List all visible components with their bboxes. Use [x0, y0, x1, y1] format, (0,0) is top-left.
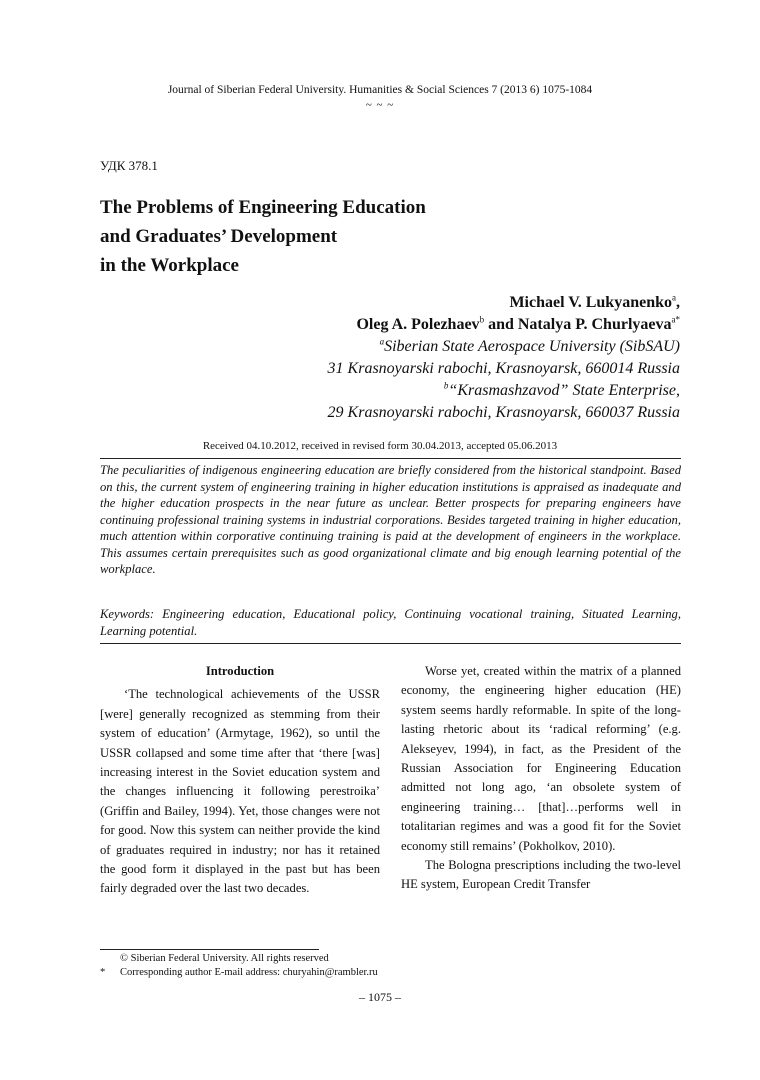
body-paragraph: The Bologna prescriptions including the two-level HE system, European Credit Transfer	[401, 858, 681, 892]
author-name: Oleg A. Polezhaev	[356, 316, 480, 333]
author-block	[328, 292, 680, 424]
footnotes	[100, 952, 378, 980]
title-line-2: and Graduates’ Development	[100, 226, 338, 247]
author-connector: and	[484, 316, 518, 333]
abstract: The peculiarities of indigenous engineering education are briefly considered from the historical standpoint. Based on this, the current system of engineering training in higher education institutions is appraised as inadequate and the higher education prospects in the near future as unclear. Better prospects for preparing engineers have continuing professional training systems in industrial corporations. Besides targeted training in higher education, much attention within corporative continuing training is paid at the development of engineers in the workplace. This assumes certain prerequisites such as good organizational climate and big enough learning potential of the workplace.	[100, 463, 681, 576]
footnote-copyright	[100, 952, 378, 966]
section-heading-introduction: Introduction	[205, 664, 275, 678]
page-number: – 1075 –	[359, 990, 401, 1004]
keywords: Keywords: Engineering education, Educational policy, Continuing vocational training, Situated Learning, Learning potential.	[100, 607, 681, 638]
footnote-asterisk: *	[100, 967, 106, 978]
abstract-bottom-rule	[100, 643, 681, 644]
udk-code: УДК 378.1	[100, 158, 158, 173]
title-line-1: The Problems of Engineering Education	[100, 197, 426, 218]
affiliation-b-address: 29 Krasnoyarski rabochi, Krasnoyarsk, 660037 Russia	[327, 404, 680, 421]
affiliation-text: Siberian State Aerospace University (SibSAU)	[384, 338, 680, 355]
title-line-3: in the Workplace	[100, 255, 239, 276]
body-paragraph: ‘The technological achievements of the USSR [were] generally recognized as stemming from their system of education’ (Armytage, 1962), so until the USSR collapsed and some time after that ‘there [was] increasing interest in the Soviet education system and the changes influencing it following perestroika’ (Griffin and Bailey, 1994). Yet, those changes were not for good. Now this system can neither provide the kind of graduates required in industry; nor has it retained the good form it displayed in the past but has been fairly degraded over the last two decades.	[100, 687, 380, 896]
author-superscript: a	[672, 292, 676, 303]
affiliation-text: “Krasmashzavod” State Enterprise,	[448, 382, 680, 399]
affiliation-a-name	[328, 336, 680, 358]
abstract-top-rule	[100, 458, 681, 459]
author-superscript: b	[479, 314, 485, 325]
author-line-2	[328, 314, 680, 336]
affiliation-a-address: 31 Krasnoyarski rabochi, Krasnoyarsk, 660014 Russia	[327, 360, 680, 377]
left-column	[100, 662, 380, 899]
footnote-corresponding	[100, 966, 378, 980]
paper-title	[100, 193, 426, 280]
header-separator: ~ ~ ~	[365, 99, 395, 111]
corresponding-email-text: Corresponding author E-mail address: churyahin@rambler.ru	[120, 967, 378, 978]
affiliation-superscript: a	[379, 336, 385, 347]
author-name: Natalya P. Churlyaeva	[517, 316, 672, 333]
author-line-1	[328, 292, 680, 314]
author-superscript: a*	[671, 314, 680, 325]
author-name: Michael V. Lukyanenko	[509, 294, 672, 311]
affiliation-superscript: b	[443, 380, 449, 391]
journal-header: Journal of Siberian Federal University. Humanities & Social Sciences 7 (2013 6) 1075-1084	[167, 84, 593, 96]
footnote-rule	[100, 949, 319, 950]
affiliation-b-name	[328, 380, 680, 402]
right-column	[401, 662, 681, 895]
body-paragraph: Worse yet, created within the matrix of a planned economy, the engineering higher education (HE) system seems hardly reformable. In spite of the long-lasting rhetoric about its ‘radical reforming’ (e.g. Alekseyev, 1994), in fact, as the President of the Russian Association for Engineering Education admitted not long ago, ‘an obsolete system of engineering training… [that]…performs well in totalitarian regimes and was a good fit for the Soviet economy still remains’ (Pokholkov, 2010).	[401, 664, 681, 853]
copyright-text: © Siberian Federal University. All rights reserved	[120, 953, 329, 964]
author-separator: ,	[676, 294, 680, 311]
received-dates: Received 04.10.2012, received in revised form 30.04.2013, accepted 05.06.2013	[202, 440, 558, 452]
